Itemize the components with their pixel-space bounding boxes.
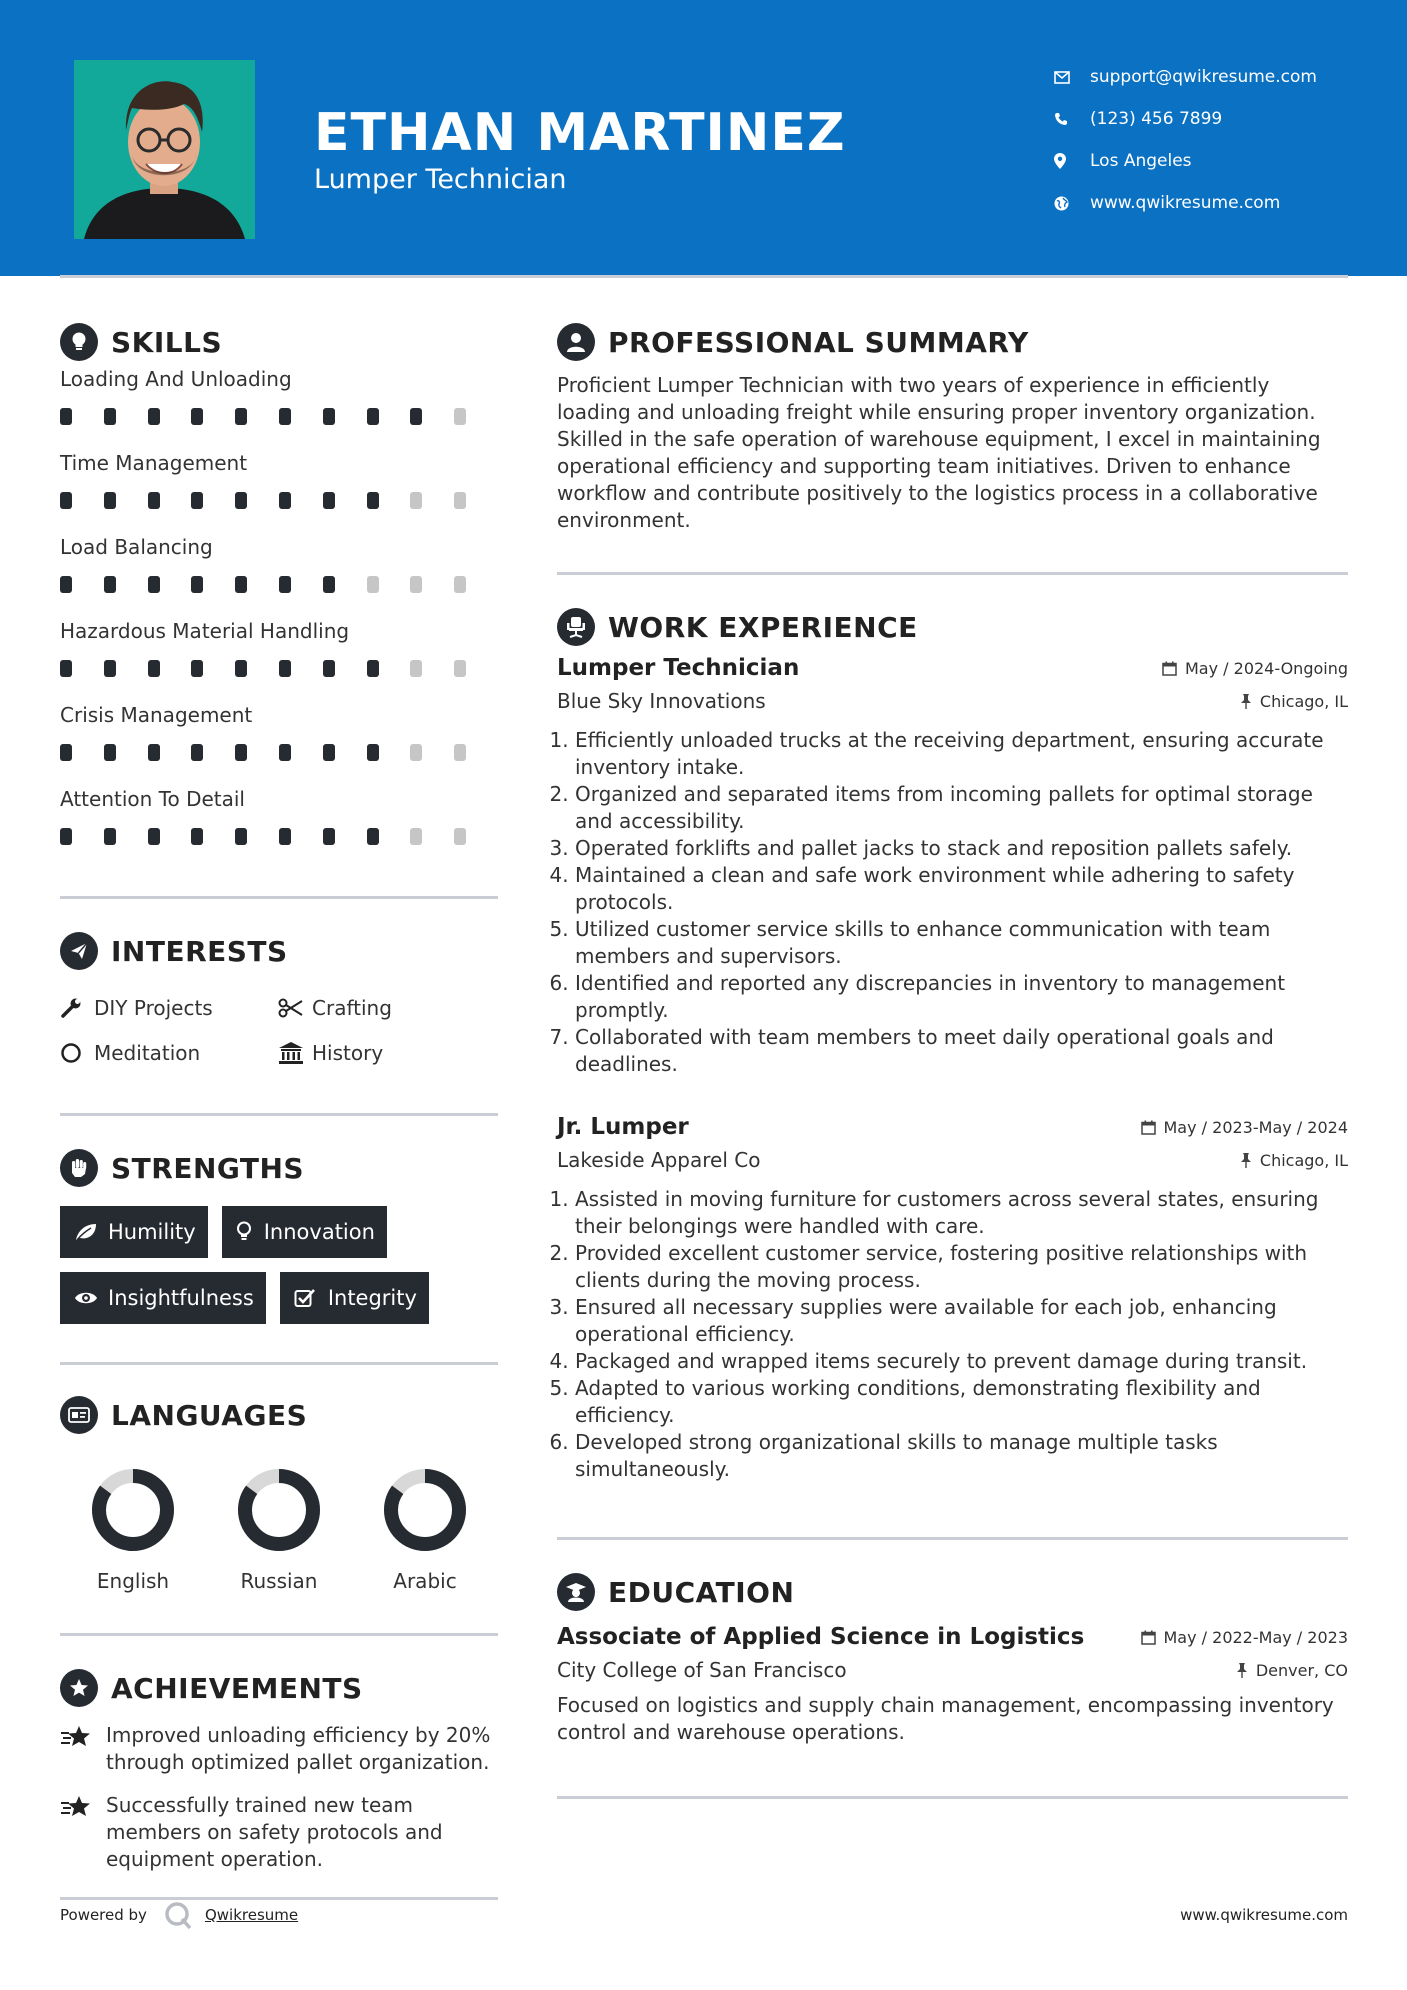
achievement-item — [60, 1722, 498, 1776]
left-column — [60, 320, 498, 1900]
skill-dot-filled — [410, 408, 422, 425]
section-divider — [557, 572, 1348, 575]
id-card-icon — [60, 1396, 98, 1434]
language-donut — [90, 1467, 176, 1553]
skill-dot-filled — [367, 660, 379, 677]
education-entry — [557, 1624, 1348, 1746]
education-description: Focused on logistics and supply chain management, encompassing inventory control and warehouse operations. — [557, 1693, 1334, 1744]
check-square-icon — [294, 1288, 328, 1308]
achievement-text: Successfully trained new team members on safety protocols and equipment operation. — [106, 1793, 443, 1871]
language-label: Russian — [240, 1569, 318, 1593]
education-heading — [557, 1570, 1348, 1614]
languages-list — [60, 1467, 498, 1593]
map-pin-icon — [1054, 151, 1090, 171]
contact-list — [1054, 56, 1317, 224]
strength-label: Insightfulness — [108, 1286, 254, 1310]
achievements-list — [60, 1722, 498, 1873]
skill-dot-filled — [367, 744, 379, 761]
job-location — [1240, 1151, 1348, 1170]
skill-name: Time Management — [60, 451, 248, 475]
skill-dot-filled — [148, 828, 160, 845]
achievements-section — [60, 1666, 498, 1873]
languages-heading — [60, 1393, 498, 1437]
language-item — [60, 1467, 206, 1593]
skill-rating — [60, 730, 498, 774]
interest-item — [60, 1030, 278, 1075]
strength-tag — [60, 1206, 208, 1258]
wrench-icon — [60, 997, 94, 1019]
skill-dot-empty — [410, 576, 422, 593]
skill-dot-filled — [104, 660, 116, 677]
contact-phone-text: (123) 456 7899 — [1090, 109, 1223, 129]
strength-tag — [60, 1272, 266, 1324]
school-name: City College of San Francisco — [557, 1658, 847, 1682]
achievement-text: Improved unloading efficiency by 20% through optimized pallet organization. — [106, 1723, 491, 1774]
achievement-item — [60, 1792, 498, 1873]
envelope-icon — [1054, 67, 1090, 87]
interest-label: History — [312, 1040, 384, 1065]
summary-text: Proficient Lumper Technician with two years of experience in efficiently loading and unloading freight while ensuring proper inventory organization. Skilled in the safe operation of warehouse equipment, I excel in maintaining operational efficiency and supporting team initiatives. Driven to enhance workflow and contribute positively to the logistics process in a collaborative environment. — [557, 373, 1321, 532]
languages-section — [60, 1393, 498, 1593]
interests-grid — [60, 985, 498, 1075]
skill-dot-filled — [279, 576, 291, 593]
fist-icon — [60, 1149, 98, 1187]
job-bullet: 2. Organized and separated items from incoming pallets for optimal storage and accessibility. — [575, 781, 1348, 835]
job-bullet: 1. Efficiently unloaded trucks at the receiving department, ensuring accurate inventory intake. — [575, 727, 1348, 781]
lightbulb-icon — [236, 1221, 264, 1243]
job-date-text: May / 2024-Ongoing — [1185, 658, 1348, 678]
skill-dot-filled — [104, 408, 116, 425]
strengths-title: STRENGTHS — [111, 1151, 305, 1185]
strength-label: Humility — [108, 1220, 196, 1244]
lightbulb-icon — [60, 323, 98, 361]
skill-dot-filled — [191, 744, 203, 761]
job-date-text: May / 2023-May / 2024 — [1163, 1117, 1348, 1137]
language-label: Arabic — [393, 1569, 457, 1593]
language-label: English — [96, 1569, 170, 1593]
education-title: EDUCATION — [608, 1575, 795, 1609]
skill-dot-filled — [191, 660, 203, 677]
section-divider — [557, 1796, 1348, 1799]
footer-website[interactable]: www.qwikresume.com — [1180, 1906, 1348, 1924]
contact-location-text: Los Angeles — [1090, 151, 1192, 171]
skill-dot-empty — [454, 828, 466, 845]
skill-dot-filled — [367, 492, 379, 509]
contact-email[interactable] — [1054, 56, 1317, 98]
skill-dot-filled — [148, 492, 160, 509]
star-icon — [60, 1792, 106, 1873]
calendar-icon — [1141, 1120, 1156, 1135]
interest-item — [278, 985, 498, 1030]
skill-dot-filled — [235, 408, 247, 425]
skill-dot-filled — [235, 492, 247, 509]
job-company: Lakeside Apparel Co — [557, 1148, 761, 1172]
globe-icon — [1054, 193, 1090, 213]
contact-email-text: support@qwikresume.com — [1090, 67, 1317, 87]
skill-dot-filled — [191, 408, 203, 425]
skill-dot-filled — [104, 576, 116, 593]
experience-heading — [557, 605, 1348, 649]
skill-dot-filled — [323, 408, 335, 425]
job-bullet: 4. Maintained a clean and safe work environment while adhering to safety protocols. — [575, 862, 1348, 916]
interests-title: INTERESTS — [111, 934, 288, 968]
skill-dot-filled — [367, 408, 379, 425]
education-top-row — [557, 1624, 1348, 1650]
pushpin-icon — [1236, 1663, 1248, 1678]
summary-heading — [557, 320, 1348, 364]
skill-dot-filled — [279, 492, 291, 509]
qwikresume-logo — [163, 1900, 193, 1930]
interests-section — [60, 929, 498, 1075]
skill-dot-filled — [323, 660, 335, 677]
section-divider — [60, 1362, 498, 1365]
job-bullet: 6. Developed strong organizational skills to manage multiple tasks simultaneously. — [575, 1429, 1348, 1483]
job-company: Blue Sky Innovations — [557, 689, 766, 713]
job-company-row — [557, 689, 1348, 713]
skill-dot-filled — [235, 576, 247, 593]
skill-dot-filled — [60, 492, 72, 509]
interest-label: Meditation — [94, 1040, 201, 1065]
pushpin-icon — [1240, 694, 1252, 709]
section-divider — [60, 1633, 498, 1636]
skill-dot-empty — [454, 744, 466, 761]
job-bullet: 7. Collaborated with team members to meet daily operational goals and deadlines. — [575, 1024, 1348, 1078]
scissors-icon — [278, 998, 312, 1018]
job-bullet: 3. Operated forklifts and pallet jacks to stack and reposition pallets safely. — [575, 835, 1348, 862]
job-bullet: 1. Assisted in moving furniture for customers across several states, ensuring their belongings were handled with care. — [575, 1186, 1348, 1240]
job-bullet: 4. Packaged and wrapped items securely to prevent damage during transit. — [575, 1348, 1348, 1375]
skills-title: SKILLS — [111, 325, 223, 359]
strength-label: Integrity — [327, 1286, 417, 1310]
skill-dot-filled — [104, 828, 116, 845]
powered-by-text: Powered by — [60, 1906, 147, 1924]
museum-icon — [278, 1041, 312, 1065]
education-school-row — [557, 1658, 1348, 1682]
job-bullets — [557, 1186, 1348, 1483]
skill-dot-filled — [191, 828, 203, 845]
skill-dot-filled — [323, 744, 335, 761]
calendar-icon — [1141, 1630, 1156, 1645]
achievements-title: ACHIEVEMENTS — [111, 1671, 363, 1705]
skills-list — [60, 364, 498, 858]
strength-tag — [280, 1272, 429, 1324]
interests-heading — [60, 929, 498, 973]
education-location-text: Denver, CO — [1255, 1660, 1348, 1680]
job-location-text: Chicago, IL — [1259, 1150, 1348, 1170]
candidate-name: ETHAN MARTINEZ — [314, 103, 846, 163]
strengths-section — [60, 1146, 498, 1324]
strength-label: Innovation — [263, 1220, 375, 1244]
paper-plane-icon — [60, 932, 98, 970]
education-date — [1141, 1628, 1349, 1647]
star-icon — [60, 1722, 106, 1776]
education-section — [557, 1570, 1348, 1746]
skill-dot-filled — [367, 828, 379, 845]
leaf-icon — [74, 1222, 108, 1242]
skill-rating — [60, 814, 498, 858]
header-banner — [0, 0, 1407, 276]
skill-dot-empty — [367, 576, 379, 593]
jobs-list — [557, 655, 1348, 1483]
job-date — [1141, 1118, 1349, 1137]
skill-rating — [60, 562, 498, 606]
star-badge-icon — [60, 1669, 98, 1707]
skill-dot-filled — [323, 492, 335, 509]
interest-label: DIY Projects — [94, 995, 213, 1020]
skill-dot-filled — [148, 408, 160, 425]
skill-dot-filled — [235, 828, 247, 845]
skill-dot-filled — [60, 576, 72, 593]
experience-title: WORK EXPERIENCE — [608, 610, 918, 644]
job-location-text: Chicago, IL — [1259, 691, 1348, 711]
skill-dot-empty — [410, 828, 422, 845]
achievements-heading — [60, 1666, 498, 1710]
phone-icon — [1054, 109, 1090, 129]
skill-dot-filled — [104, 744, 116, 761]
skill-dot-filled — [104, 492, 116, 509]
job-top-row — [557, 655, 1348, 681]
strengths-row — [60, 1272, 498, 1324]
skill-name: Hazardous Material Handling — [60, 619, 350, 643]
skill-name: Load Balancing — [60, 535, 213, 559]
experience-section — [557, 605, 1348, 1483]
skill-dot-filled — [191, 576, 203, 593]
skills-section — [60, 320, 498, 858]
job-entry — [557, 655, 1348, 1078]
skill-dot-filled — [148, 660, 160, 677]
education-date-text: May / 2022-May / 2023 — [1163, 1627, 1348, 1647]
profile-photo — [74, 60, 255, 239]
strengths-heading — [60, 1146, 498, 1190]
contact-website-text: www.qwikresume.com — [1090, 193, 1281, 213]
summary-title: PROFESSIONAL SUMMARY — [608, 325, 1029, 359]
skill-dot-filled — [279, 408, 291, 425]
candidate-role: Lumper Technician — [314, 164, 567, 195]
strengths-row — [60, 1206, 498, 1258]
skill-dot-filled — [323, 576, 335, 593]
skill-dot-filled — [148, 744, 160, 761]
skill-rating — [60, 478, 498, 522]
job-bullet: 2. Provided excellent customer service, fostering positive relationships with clients during the moving process. — [575, 1240, 1348, 1294]
skill-dot-empty — [410, 492, 422, 509]
interest-item — [278, 1030, 498, 1075]
skill-dot-filled — [60, 828, 72, 845]
job-bullet: 5. Adapted to various working conditions, demonstrating flexibility and efficiency. — [575, 1375, 1348, 1429]
skill-dot-empty — [410, 744, 422, 761]
job-bullet: 6. Identified and reported any discrepancies in inventory to management promptly. — [575, 970, 1348, 1024]
skill-dot-filled — [148, 576, 160, 593]
circle-icon — [60, 1042, 94, 1064]
skill-dot-empty — [454, 576, 466, 593]
skill-dot-filled — [235, 660, 247, 677]
job-entry — [557, 1114, 1348, 1483]
skill-dot-filled — [279, 660, 291, 677]
language-donut — [382, 1467, 468, 1553]
skill-name: Crisis Management — [60, 703, 253, 727]
skill-rating — [60, 394, 498, 438]
section-divider — [60, 896, 498, 899]
strength-tag — [222, 1206, 387, 1258]
skill-dot-empty — [454, 660, 466, 677]
job-company-row — [557, 1148, 1348, 1172]
job-bullets — [557, 727, 1348, 1078]
skill-dot-filled — [279, 828, 291, 845]
skill-name: Attention To Detail — [60, 787, 245, 811]
job-bullet: 5. Utilized customer service skills to enhance communication with team members and supervisors. — [575, 916, 1348, 970]
skill-dot-empty — [410, 660, 422, 677]
summary-section — [557, 320, 1348, 534]
office-chair-icon — [557, 608, 595, 646]
interest-item — [60, 985, 278, 1030]
skill-name: Loading And Unloading — [60, 367, 292, 391]
section-divider — [557, 1537, 1348, 1540]
skill-dot-filled — [60, 660, 72, 677]
education-location — [1236, 1661, 1348, 1680]
skill-dot-filled — [235, 744, 247, 761]
job-top-row — [557, 1114, 1348, 1140]
job-date — [1162, 659, 1348, 678]
header-divider — [60, 275, 1348, 278]
skill-dot-filled — [323, 828, 335, 845]
skills-heading — [60, 320, 498, 364]
interest-label: Crafting — [312, 995, 392, 1020]
job-bullet: 3. Ensured all necessary supplies were available for each job, enhancing operational efficiency. — [575, 1294, 1348, 1348]
contact-location — [1054, 140, 1317, 182]
calendar-icon — [1162, 661, 1177, 676]
skill-dot-empty — [454, 408, 466, 425]
footer-brand — [60, 1900, 298, 1930]
job-location — [1240, 692, 1348, 711]
skill-dot-filled — [60, 408, 72, 425]
skill-dot-empty — [454, 492, 466, 509]
job-title: Jr. Lumper — [557, 1114, 689, 1140]
eye-icon — [74, 1290, 108, 1306]
contact-phone[interactable] — [1054, 98, 1317, 140]
footer — [60, 1895, 1348, 1935]
skill-rating — [60, 646, 498, 690]
degree-title: Associate of Applied Science in Logistics — [557, 1624, 1085, 1650]
qwikresume-link[interactable]: Qwikresume — [204, 1906, 299, 1924]
contact-website[interactable] — [1054, 182, 1317, 224]
job-title: Lumper Technician — [557, 655, 800, 681]
user-icon — [557, 323, 595, 361]
skill-dot-filled — [279, 744, 291, 761]
language-item — [206, 1467, 352, 1593]
skill-dot-filled — [191, 492, 203, 509]
languages-title: LANGUAGES — [111, 1398, 308, 1432]
skill-dot-filled — [60, 744, 72, 761]
right-column — [557, 320, 1348, 1799]
graduate-icon — [557, 1573, 595, 1611]
pushpin-icon — [1240, 1153, 1252, 1168]
language-item — [352, 1467, 498, 1593]
language-donut — [236, 1467, 322, 1553]
section-divider — [60, 1113, 498, 1116]
